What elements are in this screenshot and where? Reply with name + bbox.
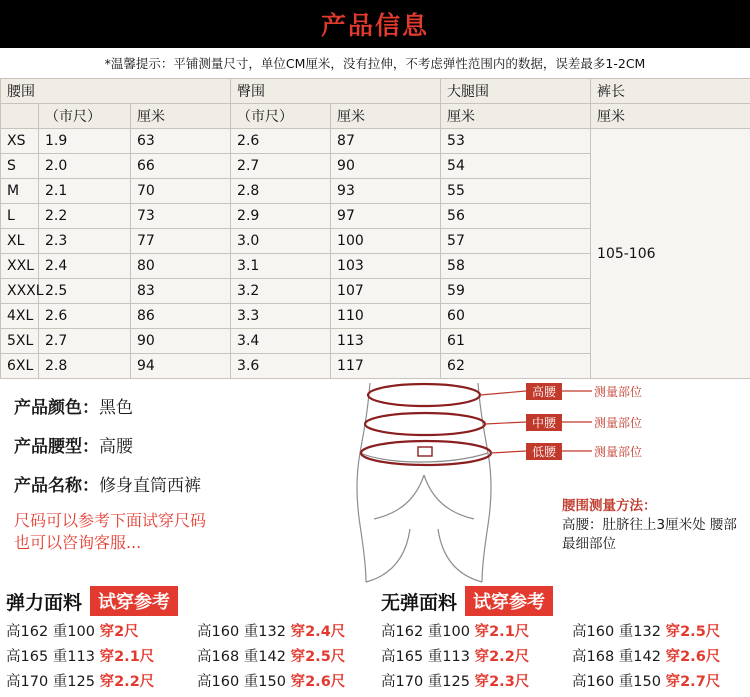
cell-hip-chi: 3.0 bbox=[231, 229, 331, 254]
sub-header-waist-chi: （市尺） bbox=[39, 104, 131, 129]
cell-hip-cm: 107 bbox=[331, 279, 441, 304]
sizing-note bbox=[14, 510, 330, 554]
cell-waist-cm: 70 bbox=[131, 179, 231, 204]
weight-value: 重125 bbox=[427, 674, 470, 690]
product-color-value: 黑色 bbox=[99, 398, 133, 418]
cell-thigh-cm: 54 bbox=[441, 154, 591, 179]
cell-waist-cm: 63 bbox=[131, 129, 231, 154]
cell-hip-cm: 117 bbox=[331, 354, 441, 379]
cell-size: XL bbox=[1, 229, 39, 254]
nonelastic-reference bbox=[375, 584, 750, 693]
list-item bbox=[0, 668, 375, 693]
list-item bbox=[375, 618, 750, 643]
cell-waist-chi: 2.2 bbox=[39, 204, 131, 229]
list-item bbox=[375, 668, 750, 693]
product-waisttype-value: 高腰 bbox=[99, 437, 133, 457]
cell-waist-chi: 2.5 bbox=[39, 279, 131, 304]
callout-label-mid: 中腰 bbox=[531, 416, 557, 430]
measurement-tip: *温馨提示：平铺测量尺寸，单位CM厘米，没有拉伸，不考虑弹性范围内的数据，误差最多1-2CM bbox=[0, 48, 750, 78]
group-header-pantlength: 裤长 bbox=[591, 79, 750, 104]
cell-size: 5XL bbox=[1, 329, 39, 354]
elastic-row-right bbox=[197, 645, 345, 666]
wear-size: 穿2.2尺 bbox=[99, 674, 155, 690]
wear-size: 穿2.6尺 bbox=[290, 674, 346, 690]
height-value: 高160 bbox=[197, 674, 240, 690]
product-color-label: 产品颜色： bbox=[14, 398, 99, 418]
cell-pant-length: 105-106 bbox=[591, 129, 750, 379]
elastic-row-left bbox=[6, 620, 191, 641]
cell-hip-chi: 3.3 bbox=[231, 304, 331, 329]
cell-hip-cm: 110 bbox=[331, 304, 441, 329]
cell-size: XXXL bbox=[1, 279, 39, 304]
cell-waist-cm: 80 bbox=[131, 254, 231, 279]
height-value: 高168 bbox=[197, 649, 240, 665]
list-item bbox=[0, 618, 375, 643]
sub-header-waist-cm: 厘米 bbox=[131, 104, 231, 129]
weight-value: 重100 bbox=[427, 624, 470, 640]
group-header-waist: 腰围 bbox=[1, 79, 231, 104]
height-value: 高162 bbox=[6, 624, 49, 640]
page-title: 产品信息 bbox=[320, 11, 429, 40]
height-value: 高162 bbox=[381, 624, 424, 640]
wear-size: 穿2.6尺 bbox=[665, 649, 721, 665]
table-row bbox=[1, 129, 750, 154]
nonelastic-reference-header bbox=[375, 584, 750, 618]
cell-size: S bbox=[1, 154, 39, 179]
weight-value: 重125 bbox=[52, 674, 95, 690]
product-name-row bbox=[14, 471, 330, 496]
nonelastic-fabric-label: 无弹面料 bbox=[381, 591, 458, 614]
cell-hip-cm: 100 bbox=[331, 229, 441, 254]
callout-text-mid: 测量部位 bbox=[594, 416, 643, 430]
product-name-label: 产品名称： bbox=[14, 476, 99, 496]
cell-hip-chi: 3.6 bbox=[231, 354, 331, 379]
nonelastic-rows bbox=[375, 618, 750, 693]
weight-value: 重113 bbox=[52, 649, 95, 665]
elastic-fabric-label: 弹力面料 bbox=[6, 591, 83, 614]
cell-waist-cm: 66 bbox=[131, 154, 231, 179]
nonelastic-row-right bbox=[572, 670, 720, 691]
wear-size: 穿2.3尺 bbox=[474, 674, 530, 690]
elastic-row-right bbox=[197, 620, 345, 641]
cell-waist-cm: 77 bbox=[131, 229, 231, 254]
cell-size: M bbox=[1, 179, 39, 204]
list-item bbox=[375, 643, 750, 668]
weight-value: 重113 bbox=[427, 649, 470, 665]
measure-method bbox=[562, 497, 750, 554]
weight-value: 重142 bbox=[618, 649, 661, 665]
product-waisttype-label: 产品腰型： bbox=[14, 437, 99, 457]
cell-hip-chi: 2.7 bbox=[231, 154, 331, 179]
weight-value: 重142 bbox=[243, 649, 286, 665]
sub-header-blank bbox=[1, 104, 39, 129]
nonelastic-row-left bbox=[381, 620, 566, 641]
wear-size: 穿2.5尺 bbox=[665, 624, 721, 640]
cell-thigh-cm: 53 bbox=[441, 129, 591, 154]
wear-size: 穿2.2尺 bbox=[474, 649, 530, 665]
product-info-section bbox=[0, 379, 750, 584]
nonelastic-row-right bbox=[572, 645, 720, 666]
cell-waist-cm: 83 bbox=[131, 279, 231, 304]
wear-size: 穿2.1尺 bbox=[474, 624, 530, 640]
cell-waist-cm: 73 bbox=[131, 204, 231, 229]
nonelastic-row-left bbox=[381, 645, 566, 666]
product-color-row bbox=[14, 393, 330, 418]
cell-thigh-cm: 58 bbox=[441, 254, 591, 279]
cell-hip-cm: 90 bbox=[331, 154, 441, 179]
callout-label-high: 高腰 bbox=[531, 385, 557, 399]
size-table bbox=[0, 78, 750, 379]
cell-hip-cm: 103 bbox=[331, 254, 441, 279]
cell-hip-chi: 2.8 bbox=[231, 179, 331, 204]
cell-thigh-cm: 55 bbox=[441, 179, 591, 204]
cell-waist-chi: 2.6 bbox=[39, 304, 131, 329]
wear-size: 穿2.1尺 bbox=[99, 649, 155, 665]
elastic-row-left bbox=[6, 645, 191, 666]
nonelastic-row-right bbox=[572, 620, 720, 641]
nonelastic-tryon-badge: 试穿参考 bbox=[465, 586, 553, 616]
cell-waist-chi: 2.8 bbox=[39, 354, 131, 379]
elastic-row-right bbox=[197, 670, 345, 691]
cell-size: XXL bbox=[1, 254, 39, 279]
wear-size: 穿2.4尺 bbox=[290, 624, 346, 640]
cell-waist-chi: 2.7 bbox=[39, 329, 131, 354]
elastic-row-left bbox=[6, 670, 191, 691]
tryon-reference-section bbox=[0, 584, 750, 693]
cell-waist-cm: 94 bbox=[131, 354, 231, 379]
sizing-note-line1: 尺码可以参考下面试穿尺码 bbox=[14, 511, 207, 530]
cell-thigh-cm: 59 bbox=[441, 279, 591, 304]
cell-hip-chi: 2.6 bbox=[231, 129, 331, 154]
cell-size: 4XL bbox=[1, 304, 39, 329]
cell-waist-chi: 2.3 bbox=[39, 229, 131, 254]
cell-hip-cm: 113 bbox=[331, 329, 441, 354]
weight-value: 重132 bbox=[618, 624, 661, 640]
sub-header-hip-cm: 厘米 bbox=[331, 104, 441, 129]
cell-size: L bbox=[1, 204, 39, 229]
cell-hip-chi: 3.4 bbox=[231, 329, 331, 354]
cell-thigh-cm: 57 bbox=[441, 229, 591, 254]
cell-waist-chi: 2.0 bbox=[39, 154, 131, 179]
nonelastic-row-left bbox=[381, 670, 566, 691]
product-waisttype-row bbox=[14, 432, 330, 457]
waist-diagram bbox=[330, 379, 750, 584]
wear-size: 穿2.7尺 bbox=[665, 674, 721, 690]
product-attributes bbox=[0, 379, 330, 584]
callout-text-high: 测量部位 bbox=[594, 385, 643, 399]
cell-hip-cm: 87 bbox=[331, 129, 441, 154]
height-value: 高168 bbox=[572, 649, 615, 665]
cell-size: 6XL bbox=[1, 354, 39, 379]
cell-thigh-cm: 61 bbox=[441, 329, 591, 354]
height-value: 高165 bbox=[6, 649, 49, 665]
cell-hip-cm: 93 bbox=[331, 179, 441, 204]
measure-method-body: 高腰：肚脐往上3厘米处 腰部最细部位 bbox=[562, 517, 737, 552]
sizing-note-line2: 也可以咨询客服... bbox=[14, 533, 142, 552]
cell-thigh-cm: 62 bbox=[441, 354, 591, 379]
sub-header-hip-chi: （市尺） bbox=[231, 104, 331, 129]
group-header-thigh: 大腿围 bbox=[441, 79, 591, 104]
wear-size: 穿2尺 bbox=[99, 624, 139, 640]
weight-value: 重132 bbox=[243, 624, 286, 640]
height-value: 高170 bbox=[6, 674, 49, 690]
cell-waist-cm: 90 bbox=[131, 329, 231, 354]
cell-thigh-cm: 60 bbox=[441, 304, 591, 329]
callout-text-low: 测量部位 bbox=[594, 445, 643, 459]
wear-size: 穿2.5尺 bbox=[290, 649, 346, 665]
elastic-reference-header bbox=[0, 584, 375, 618]
height-value: 高165 bbox=[381, 649, 424, 665]
cell-waist-chi: 1.9 bbox=[39, 129, 131, 154]
weight-value: 重100 bbox=[52, 624, 95, 640]
cell-waist-chi: 2.1 bbox=[39, 179, 131, 204]
cell-waist-cm: 86 bbox=[131, 304, 231, 329]
cell-hip-chi: 2.9 bbox=[231, 204, 331, 229]
measure-method-title: 腰围测量方法： bbox=[562, 498, 657, 514]
table-group-header-row bbox=[1, 79, 750, 104]
sub-header-pantlength-cm: 厘米 bbox=[591, 104, 750, 129]
height-value: 高160 bbox=[572, 624, 615, 640]
callout-label-low: 低腰 bbox=[531, 445, 557, 459]
cell-hip-chi: 3.1 bbox=[231, 254, 331, 279]
group-header-hip: 臀围 bbox=[231, 79, 441, 104]
sub-header-thigh-cm: 厘米 bbox=[441, 104, 591, 129]
cell-waist-chi: 2.4 bbox=[39, 254, 131, 279]
weight-value: 重150 bbox=[618, 674, 661, 690]
weight-value: 重150 bbox=[243, 674, 286, 690]
elastic-reference bbox=[0, 584, 375, 693]
height-value: 高170 bbox=[381, 674, 424, 690]
cell-thigh-cm: 56 bbox=[441, 204, 591, 229]
table-sub-header-row bbox=[1, 104, 750, 129]
page-banner bbox=[0, 0, 750, 48]
elastic-tryon-badge: 试穿参考 bbox=[90, 586, 178, 616]
product-name-value: 修身直筒西裤 bbox=[99, 476, 201, 496]
cell-hip-cm: 97 bbox=[331, 204, 441, 229]
cell-hip-chi: 3.2 bbox=[231, 279, 331, 304]
height-value: 高160 bbox=[572, 674, 615, 690]
list-item bbox=[0, 643, 375, 668]
cell-size: XS bbox=[1, 129, 39, 154]
elastic-rows bbox=[0, 618, 375, 693]
height-value: 高160 bbox=[197, 624, 240, 640]
